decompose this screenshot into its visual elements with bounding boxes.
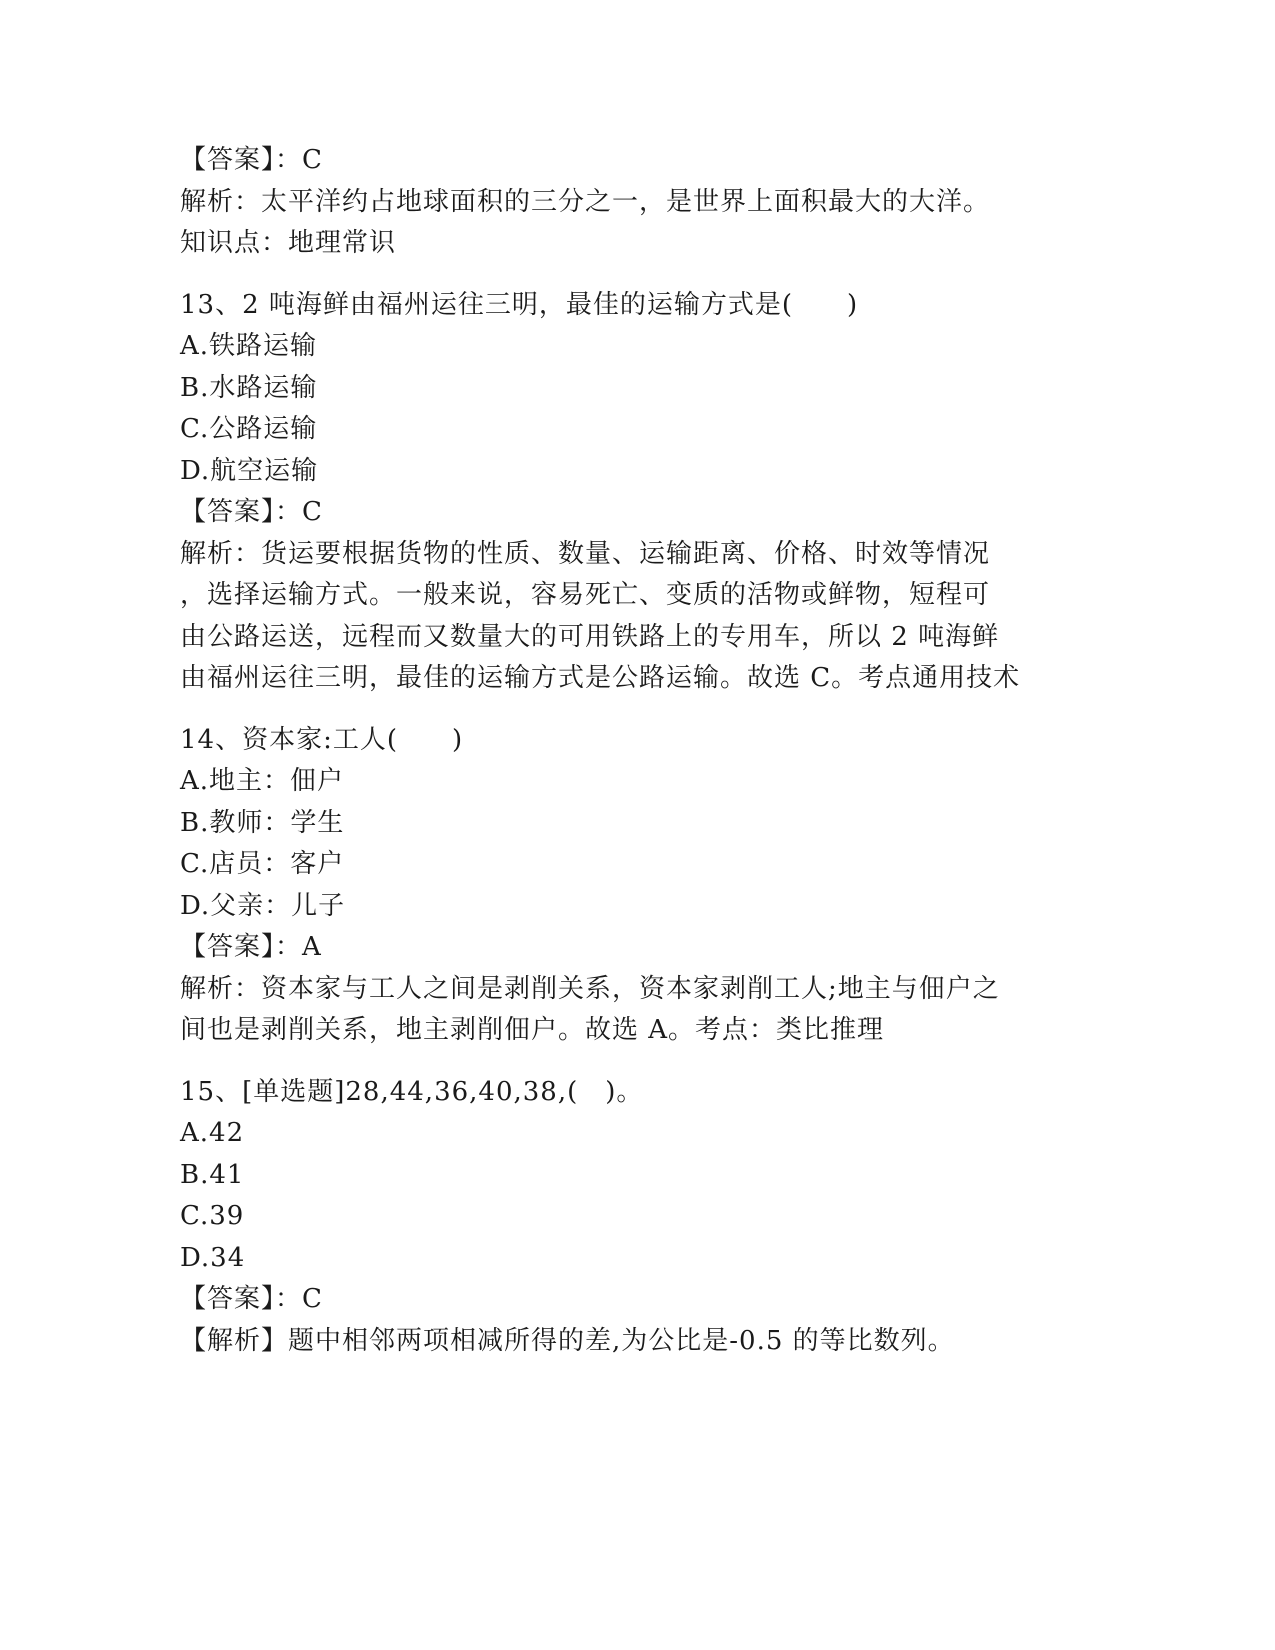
option-d: D.父亲：儿子 xyxy=(180,890,346,921)
question-13 xyxy=(180,285,1060,700)
question-15 xyxy=(180,1072,1060,1363)
answer-line: 【答案】：C xyxy=(180,1284,323,1314)
option-a: A.铁路运输 xyxy=(180,331,318,361)
answer-line: 【答案】：C xyxy=(180,145,323,175)
option-b: B.41 xyxy=(180,1159,245,1190)
option-c: C.39 xyxy=(180,1201,245,1231)
answer-line: 【答案】：A xyxy=(180,932,322,962)
analysis-line: 解析：资本家与工人之间是剥削关系，资本家剥削工人;地主与佃户之 xyxy=(180,973,1000,1004)
option-a: A.地主：佃户 xyxy=(180,766,345,796)
option-a: A.42 xyxy=(180,1118,245,1148)
analysis-line: 解析：太平洋约占地球面积的三分之一，是世界上面积最大的大洋。 xyxy=(180,186,991,217)
question-stem: 13、2 吨海鲜由福州运往三明，最佳的运输方式是( ) xyxy=(180,289,859,320)
option-b: B.水路运输 xyxy=(180,372,318,403)
option-d: D.34 xyxy=(180,1242,246,1273)
analysis-line: 间也是剥削关系，地主剥削佃户。故选 A。考点：类比推理 xyxy=(180,1015,885,1045)
analysis-line: 由福州运往三明，最佳的运输方式是公路运输。故选 C。考点通用技术 xyxy=(180,663,1021,693)
option-b: B.教师：学生 xyxy=(180,807,345,838)
question-stem: 14、资本家:工人( ) xyxy=(180,724,464,755)
option-d: D.航空运输 xyxy=(180,455,319,486)
prev-question-tail xyxy=(180,140,1060,265)
analysis-line: 由公路运送，远程而又数量大的可用铁路上的专用车，所以 2 吨海鲜 xyxy=(180,621,1000,652)
analysis-line: ，选择运输方式。一般来说，容易死亡、变质的活物或鲜物，短程可 xyxy=(180,580,991,610)
answer-line: 【答案】：C xyxy=(180,497,323,527)
question-14 xyxy=(180,720,1060,1052)
option-c: C.店员：客户 xyxy=(180,849,345,879)
analysis-line: 解析：货运要根据货物的性质、数量、运输距离、价格、时效等情况 xyxy=(180,538,991,569)
question-stem: 15、[单选题]28,44,36,40,38,( )。 xyxy=(180,1076,644,1107)
document-page xyxy=(180,140,1060,1362)
analysis-line: 【解析】题中相邻两项相减所得的差,为公比是-0.5 的等比数列。 xyxy=(180,1325,955,1356)
option-c: C.公路运输 xyxy=(180,414,318,444)
knowledge-point: 知识点：地理常识 xyxy=(180,228,397,258)
